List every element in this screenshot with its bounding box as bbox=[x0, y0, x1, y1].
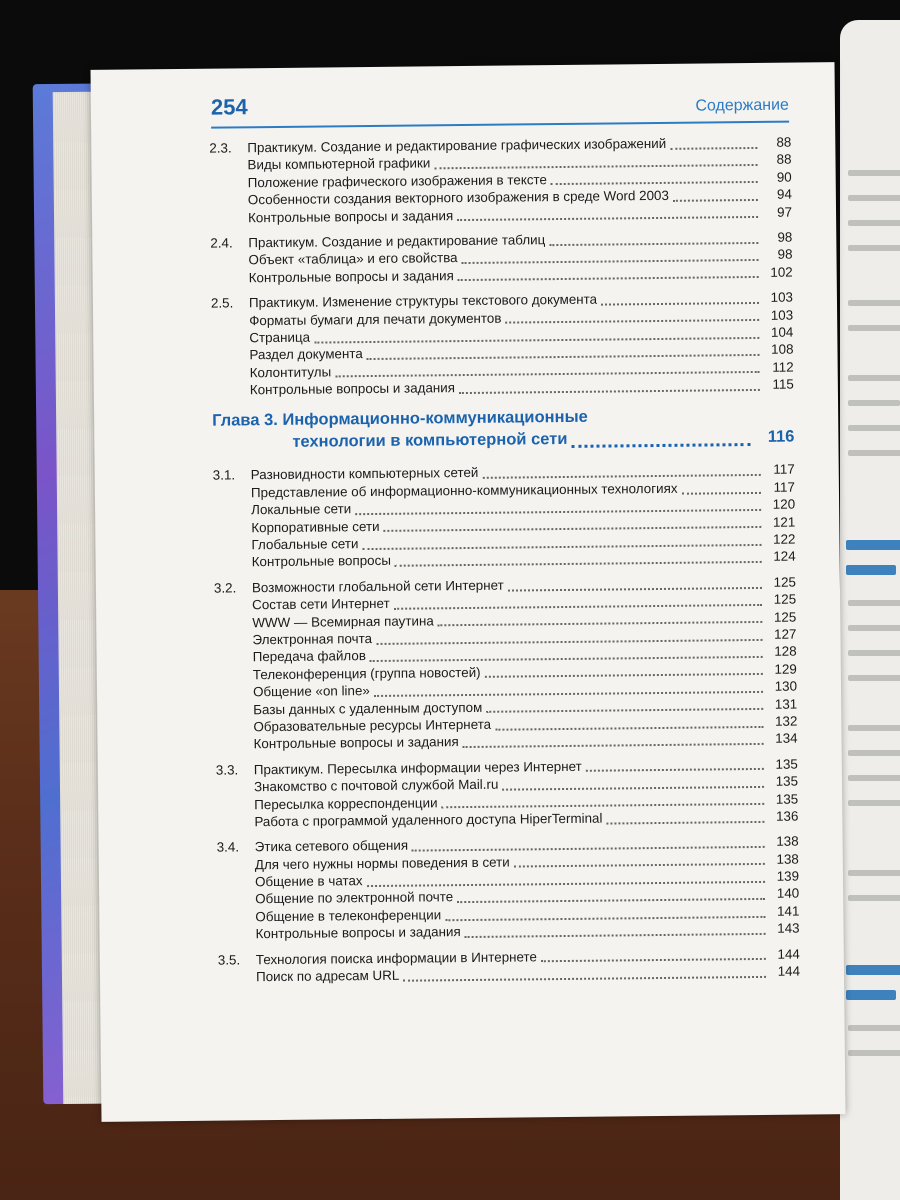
subentry-title: Контрольные вопросы и задания bbox=[253, 734, 459, 752]
leader-dots bbox=[376, 639, 762, 645]
page-ref: 117 bbox=[773, 479, 795, 495]
subentry-title: Передача файлов bbox=[252, 648, 367, 665]
page-ref: 138 bbox=[776, 833, 799, 850]
leader-dots bbox=[601, 302, 759, 306]
subentry-title: Общение по электронной почте bbox=[255, 889, 454, 907]
table-of-contents bbox=[209, 135, 800, 995]
toc-section bbox=[211, 290, 794, 400]
leader-dots bbox=[495, 726, 763, 731]
page-ref: 136 bbox=[775, 808, 799, 824]
section-title: Практикум. Пересылка информации через Интернет bbox=[253, 758, 582, 777]
leader-dots bbox=[673, 199, 758, 202]
page-ref: 144 bbox=[777, 946, 800, 962]
leader-dots bbox=[458, 276, 759, 281]
section-number: 3.4. bbox=[216, 839, 240, 855]
page-ref: 134 bbox=[775, 730, 798, 747]
leader-dots bbox=[462, 259, 759, 264]
leader-dots bbox=[457, 898, 765, 903]
chapter-title-line1: Глава 3. Информационно-коммуникационные bbox=[212, 408, 588, 431]
leader-dots bbox=[457, 216, 758, 221]
leader-dots bbox=[363, 544, 762, 550]
section-title: Практикум. Создание и редактирование таблиц bbox=[248, 232, 546, 251]
section-number: 3.5. bbox=[217, 952, 241, 968]
subentry-title: Электронная почта bbox=[252, 630, 373, 648]
page-ref: 135 bbox=[775, 773, 799, 789]
page-ref: 143 bbox=[777, 920, 800, 937]
subentry-title: Пересылка корреспонденции bbox=[254, 794, 438, 812]
page-number: 254 bbox=[210, 94, 248, 120]
leader-dots bbox=[541, 958, 766, 962]
page-ref: 98 bbox=[777, 229, 793, 245]
leader-dots bbox=[508, 586, 762, 591]
page-header bbox=[211, 75, 789, 129]
toc-section bbox=[209, 135, 792, 228]
subentry-title: Поиск по адресам URL bbox=[255, 967, 400, 985]
leader-dots bbox=[367, 881, 765, 887]
leader-dots bbox=[442, 803, 765, 808]
leader-dots bbox=[459, 389, 760, 394]
leader-dots bbox=[367, 354, 760, 360]
subentry-title: Для чего нужны нормы поведения в сети bbox=[254, 854, 510, 872]
section-title: Технология поиска информации в Интернете bbox=[255, 948, 538, 967]
leader-dots bbox=[486, 708, 763, 713]
page-ref: 132 bbox=[774, 713, 798, 729]
subentry-title: Раздел документа bbox=[249, 346, 363, 363]
page-ref: 124 bbox=[773, 548, 796, 565]
subentry-title: Представление об информационно-коммуникационных технологиях bbox=[250, 480, 678, 501]
leader-dots bbox=[514, 863, 765, 868]
leader-dots bbox=[374, 691, 763, 697]
subentry-title: Положение графического изображения в тексте bbox=[247, 171, 547, 191]
page-ref: 128 bbox=[774, 643, 797, 660]
page-ref: 129 bbox=[774, 661, 797, 677]
subentry-title: Корпоративные сети bbox=[251, 518, 380, 535]
leader-dots bbox=[394, 604, 762, 610]
page-ref: 135 bbox=[775, 756, 798, 772]
page-ref: 104 bbox=[770, 324, 794, 340]
leader-dots bbox=[551, 181, 758, 185]
toc-section bbox=[218, 946, 800, 987]
page-ref: 97 bbox=[777, 204, 793, 220]
page-ref: 122 bbox=[773, 531, 796, 547]
leader-dots bbox=[586, 768, 764, 772]
subentry-title: Общение «on line» bbox=[252, 683, 370, 700]
subentry-title: Контрольные вопросы и задания bbox=[248, 267, 454, 286]
section-title: Возможности глобальной сети Интернет bbox=[251, 577, 504, 596]
leader-dots bbox=[434, 164, 757, 169]
subentry-title: Общение в чатах bbox=[254, 873, 363, 890]
section-number: 3.2. bbox=[213, 580, 237, 596]
page-ref: 108 bbox=[771, 341, 794, 358]
page-ref: 125 bbox=[773, 609, 797, 625]
subentry-title: WWW — Всемирная паутина bbox=[252, 612, 434, 630]
page-ref: 140 bbox=[776, 886, 800, 902]
toc-section bbox=[213, 462, 796, 572]
leader-dots bbox=[670, 147, 757, 150]
subentry-title: Виды компьютерной графики bbox=[247, 155, 431, 173]
page-ref: 131 bbox=[774, 696, 798, 712]
section-number: 3.3. bbox=[215, 762, 239, 778]
leader-dots bbox=[412, 846, 765, 852]
page-ref: 115 bbox=[772, 376, 794, 392]
page-ref: 88 bbox=[776, 151, 792, 168]
chapter-heading bbox=[212, 406, 794, 456]
leader-dots bbox=[370, 656, 763, 662]
section-number: 2.4. bbox=[210, 235, 233, 251]
leader-dots bbox=[606, 820, 764, 824]
subentry-title: Объект «таблица» и его свойства bbox=[248, 250, 458, 268]
toc-section bbox=[214, 574, 798, 754]
leader-dots bbox=[485, 673, 763, 678]
subentry-title: Общение в телеконференции bbox=[255, 907, 442, 925]
section-title: Этика сетевого общения bbox=[254, 837, 409, 855]
leader-dots bbox=[502, 786, 764, 791]
toc-section bbox=[216, 756, 799, 832]
leader-dots bbox=[571, 443, 750, 448]
section-title: Практикум. Создание и редактирование графических изображений bbox=[247, 135, 667, 156]
toc-section bbox=[217, 834, 800, 944]
page-ref: 127 bbox=[774, 626, 797, 642]
page-ref: 120 bbox=[772, 496, 796, 513]
section-number: 3.1. bbox=[212, 467, 236, 484]
leader-dots bbox=[682, 491, 761, 494]
subentry-title: Состав сети Интернет bbox=[252, 596, 390, 613]
page-ref: 125 bbox=[773, 574, 796, 590]
page-ref: 138 bbox=[776, 851, 799, 867]
page-ref: 102 bbox=[770, 264, 793, 280]
subentry-title: Контрольные вопросы и задания bbox=[247, 207, 454, 225]
page-ref: 103 bbox=[770, 307, 794, 323]
leader-dots bbox=[549, 242, 758, 246]
page-ref: 130 bbox=[774, 678, 798, 694]
page-ref: 112 bbox=[772, 359, 794, 375]
leader-dots bbox=[463, 743, 764, 748]
leader-dots bbox=[465, 933, 766, 938]
subentry-title: Форматы бумаги для печати документов bbox=[249, 310, 502, 328]
section-title: Практикум. Изменение структуры текстового документа bbox=[248, 291, 598, 311]
subentry-title: Знакомство с почтовой службой Mail.ru bbox=[253, 776, 499, 795]
page-ref: 135 bbox=[775, 791, 799, 807]
toc-section bbox=[210, 230, 793, 288]
section-number: 2.5. bbox=[210, 295, 234, 311]
subentry-title: Глобальные сети bbox=[251, 536, 359, 553]
page-ref: 88 bbox=[776, 134, 792, 150]
section-number: 2.3. bbox=[209, 140, 232, 156]
subentry-title: Контрольные вопросы и задания bbox=[255, 924, 461, 942]
page-ref: 125 bbox=[773, 591, 797, 608]
chapter-title-line2: технологии в компьютерной сети bbox=[292, 430, 568, 452]
leader-dots bbox=[384, 526, 762, 532]
page-ref: 139 bbox=[776, 868, 800, 884]
page-ref: 144 bbox=[777, 963, 801, 979]
subentry-title: Контрольные вопросы bbox=[251, 553, 391, 570]
page-ref: 121 bbox=[772, 514, 796, 530]
leader-dots bbox=[403, 976, 766, 982]
subentry-title: Работа с программой удаленного доступа HiperTerminal bbox=[254, 810, 603, 830]
leader-dots bbox=[505, 319, 759, 324]
book-page bbox=[91, 62, 846, 1122]
running-title: Содержание bbox=[695, 96, 790, 115]
subentry-title: Базы данных с удаленным доступом bbox=[253, 699, 483, 717]
page-ref: 141 bbox=[776, 903, 800, 919]
page-ref: 90 bbox=[776, 169, 792, 185]
subentry-title: Колонтитулы bbox=[249, 364, 332, 380]
section-title: Разновидности компьютерных сетей bbox=[250, 465, 479, 483]
leader-dots bbox=[438, 621, 763, 626]
leader-dots bbox=[355, 509, 761, 515]
leader-dots bbox=[395, 561, 762, 567]
facing-page-edge bbox=[840, 20, 900, 1200]
chapter-page-ref: 116 bbox=[767, 428, 795, 447]
leader-dots bbox=[445, 915, 765, 920]
subentry-title: Особенности создания векторного изображения в среде Word 2003 bbox=[247, 188, 669, 208]
subentry-title: Контрольные вопросы и задания bbox=[249, 380, 456, 398]
page-ref: 98 bbox=[777, 246, 793, 263]
subentry-title: Образовательные ресурсы Интернета bbox=[253, 716, 492, 735]
chapter-title-line2-row bbox=[212, 428, 794, 456]
leader-dots bbox=[482, 474, 760, 479]
page-ref: 117 bbox=[773, 462, 795, 478]
page-ref: 103 bbox=[770, 289, 794, 305]
subentry-title: Страница bbox=[249, 329, 311, 346]
page-ref: 94 bbox=[776, 186, 792, 202]
subentry-title: Локальные сети bbox=[251, 501, 352, 518]
subentry-title: Телеконференция (группа новостей) bbox=[252, 664, 481, 683]
